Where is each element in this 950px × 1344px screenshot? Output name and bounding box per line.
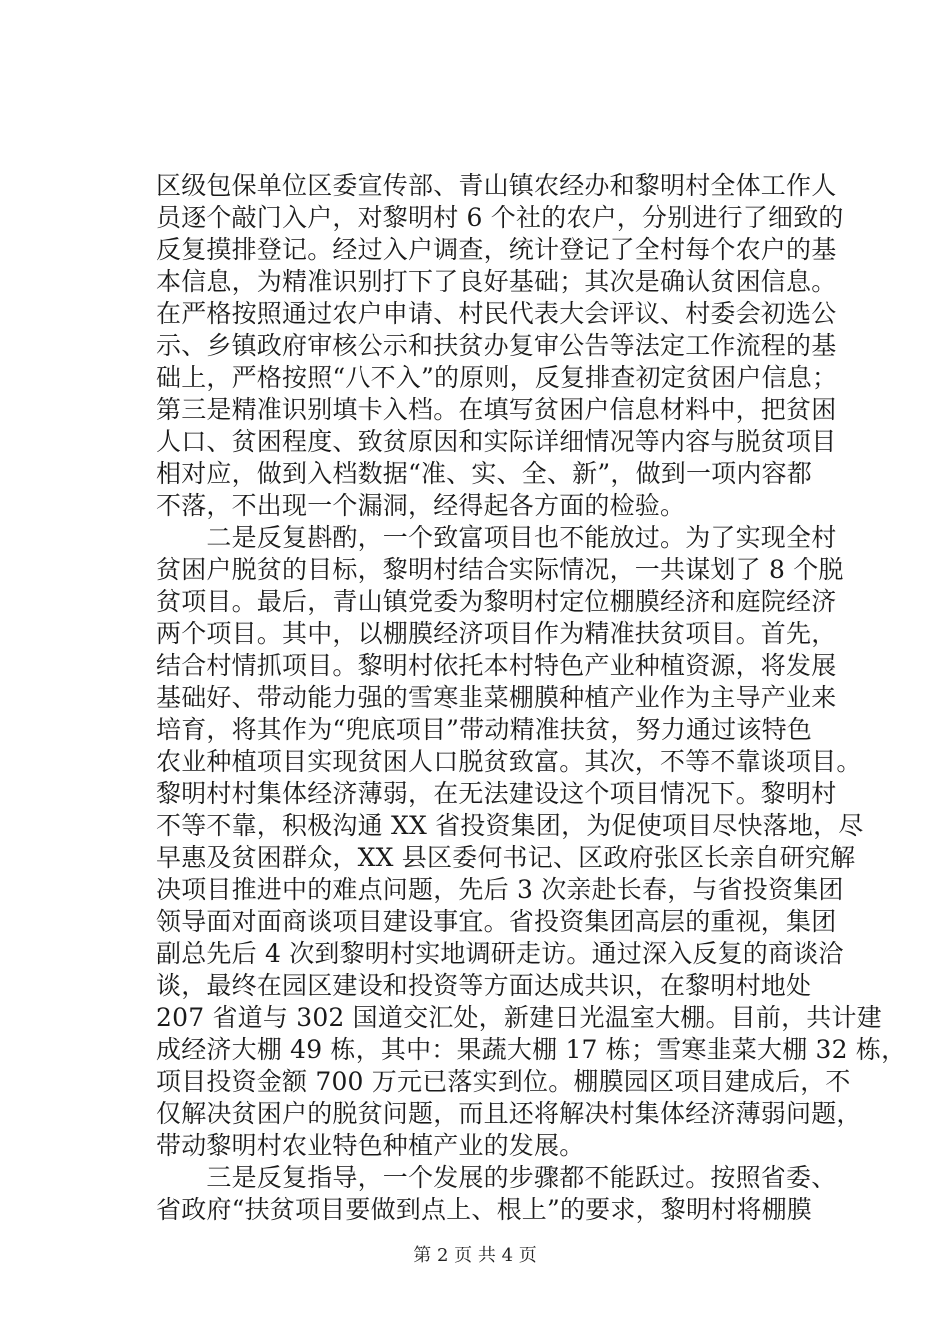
text-line: 贫困户脱贫的目标，黎明村结合实际情况，一共谋划了 8 个脱 [156,555,844,584]
text-line: 不落，不出现一个漏洞，经得起各方面的检验。 [156,491,686,520]
text-line: 第三是精准识别填卡入档。在填写贫困户信息材料中，把贫困 [156,395,837,424]
text-line: 员逐个敲门入户，对黎明村 6 个社的农户，分别进行了细致的 [156,203,844,232]
text-line: 成经济大棚 49 栋，其中：果蔬大棚 17 栋；雪寒韭菜大棚 32 栋， [156,1035,907,1064]
text-line: 三是反复指导，一个发展的步骤都不能跃过。按照省委、 [156,1163,837,1192]
text-line: 早惠及贫困群众，XX 县区委何书记、区政府张区长亲自研究解 [156,843,856,872]
text-line: 决项目推进中的难点问题，先后 3 次亲赴长春，与省投资集团 [156,875,844,904]
text-line: 省政府“扶贫项目要做到点上、根上”的要求，黎明村将棚膜 [156,1195,812,1224]
text-line: 人口、贫困程度、致贫原因和实际详细情况等内容与脱贫项目 [156,427,837,456]
text-line: 贫项目。最后，青山镇党委为黎明村定位棚膜经济和庭院经济 [156,587,837,616]
text-line: 反复摸排登记。经过入户调查，统计登记了全村每个农户的基 [156,235,837,264]
text-line: 带动黎明村农业特色种植产业的发展。 [156,1131,585,1160]
page-number-footer: 第 2 页 共 4 页 [413,1245,537,1266]
text-line: 相对应，做到入档数据“准、实、全、新”，做到一项内容都 [156,459,812,488]
text-line: 项目投资金额 700 万元已落实到位。棚膜园区项目建成后，不 [156,1067,851,1096]
document-body [156,170,907,1226]
text-line: 207 省道与 302 国道交汇处，新建日光温室大棚。目前，共计建 [156,1003,882,1032]
text-line: 础上，严格按照“八不入”的原则，反复排查初定贫困户信息； [156,363,838,392]
text-line: 不等不靠，积极沟通 XX 省投资集团，为促使项目尽快落地，尽 [156,811,864,840]
text-line: 区级包保单位区委宣传部、青山镇农经办和黎明村全体工作人 [156,171,837,200]
text-line: 两个项目。其中，以棚膜经济项目作为精准扶贫项目。首先， [156,619,837,648]
text-line: 本信息，为精准识别打下了良好基础；其次是确认贫困信息。 [156,267,837,296]
text-line: 基础好、带动能力强的雪寒韭菜棚膜种植产业作为主导产业来 [156,683,837,712]
text-line: 在严格按照通过农户申请、村民代表大会评议、村委会初选公 [156,299,837,328]
text-line: 示、乡镇政府审核公示和扶贫办复审公告等法定工作流程的基 [156,331,837,360]
text-line: 二是反复斟酌，一个致富项目也不能放过。为了实现全村 [156,523,837,552]
text-line: 黎明村村集体经济薄弱，在无法建设这个项目情况下。黎明村 [156,779,837,808]
text-line: 领导面对面商谈项目建设事宜。省投资集团高层的重视，集团 [156,907,837,936]
text-line: 结合村情抓项目。黎明村依托本村特色产业种植资源，将发展 [156,651,837,680]
text-line: 副总先后 4 次到黎明村实地调研走访。通过深入反复的商谈洽 [156,939,844,968]
text-line: 培育，将其作为“兜底项目”带动精准扶贫，努力通过该特色 [156,715,812,744]
text-line: 谈，最终在园区建设和投资等方面达成共识，在黎明村地处 [156,971,812,1000]
text-line: 农业种植项目实现贫困人口脱贫致富。其次，不等不靠谈项目。 [156,747,862,776]
text-line: 仅解决贫困户的脱贫问题，而且还将解决村集体经济薄弱问题， [156,1099,862,1128]
